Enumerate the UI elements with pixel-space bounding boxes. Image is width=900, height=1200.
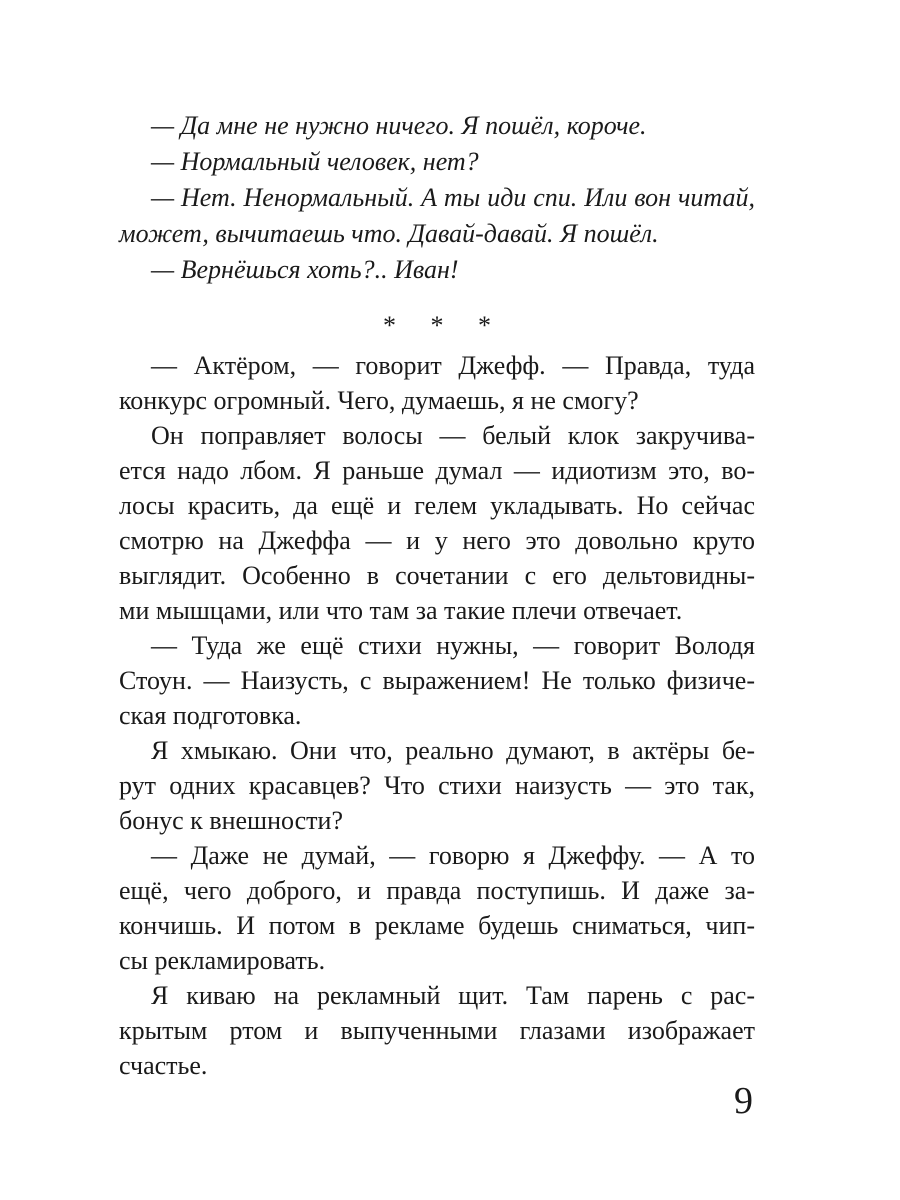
paragraph [119, 252, 755, 288]
text-line: крытым ртом и выпученными глазами изображает [119, 1016, 755, 1045]
text-line: ская подготовка. [119, 701, 302, 730]
text-line: конкурс огромный. Чего, думаешь, я не смогу? [119, 386, 639, 415]
page-number: 9 [734, 1080, 753, 1122]
paragraph [119, 838, 755, 978]
text-line: может, вычитаешь что. Давай-давай. Я пошёл. [119, 219, 659, 248]
text-line: сы рекламировать. [119, 946, 326, 975]
text-line: — Даже не думай, — говорю я Джеффу. — А то [151, 841, 755, 870]
text-line: — Нет. Ненормальный. А ты иди спи. Или вон читай, [151, 183, 755, 212]
text-line: Я киваю на рекламный щит. Там парень с рас- [151, 981, 755, 1010]
text-line: счастье. [119, 1051, 208, 1080]
text-line: рут одних красавцев? Что стихи наизусть — это так, [119, 771, 755, 800]
main-text-block [119, 348, 755, 1083]
text-column [119, 108, 755, 1121]
text-line: Стоун. — Наизусть, с выражением! Не только физиче- [119, 666, 755, 695]
paragraph [119, 628, 755, 733]
text-line: — Да мне не нужно ничего. Я пошёл, короче. [151, 111, 647, 140]
text-line: ется надо лбом. Я раньше думал — идиотизм это, во- [119, 456, 755, 485]
dialogue-block [119, 108, 755, 288]
paragraph [119, 348, 755, 418]
paragraph [119, 978, 755, 1083]
text-line: — Вернёшься хоть?.. Иван! [151, 255, 459, 284]
text-line: — Туда же ещё стихи нужны, — говорит Володя [151, 631, 755, 660]
text-line: Он поправляет волосы — белый клок закручива- [151, 421, 755, 450]
paragraph [119, 108, 755, 144]
paragraph [119, 144, 755, 180]
text-line: — Актёром, — говорит Джефф. — Правда, туда [151, 351, 755, 380]
section-separator: * * * [383, 311, 505, 340]
text-line: ещё, чего доброго, и правда поступишь. И даже за- [119, 876, 755, 905]
text-line: лосы красить, да ещё и гелем укладывать. Но сейчас [119, 491, 755, 520]
text-line: бонус к внешности? [119, 806, 343, 835]
text-line: — Нормальный человек, нет? [151, 147, 479, 176]
text-line: кончишь. И потом в рекламе будешь сниматься, чип- [119, 911, 755, 940]
paragraph [119, 733, 755, 838]
paragraph [119, 180, 755, 252]
text-line: выглядит. Особенно в сочетании с его дельтовидны- [119, 561, 755, 590]
text-line: смотрю на Джеффа — и у него это довольно круто [119, 526, 755, 555]
paragraph [119, 418, 755, 628]
text-line: Я хмыкаю. Они что, реально думают, в актёры бе- [151, 736, 755, 765]
text-line: ми мышцами, или что там за такие плечи отвечает. [119, 596, 683, 625]
